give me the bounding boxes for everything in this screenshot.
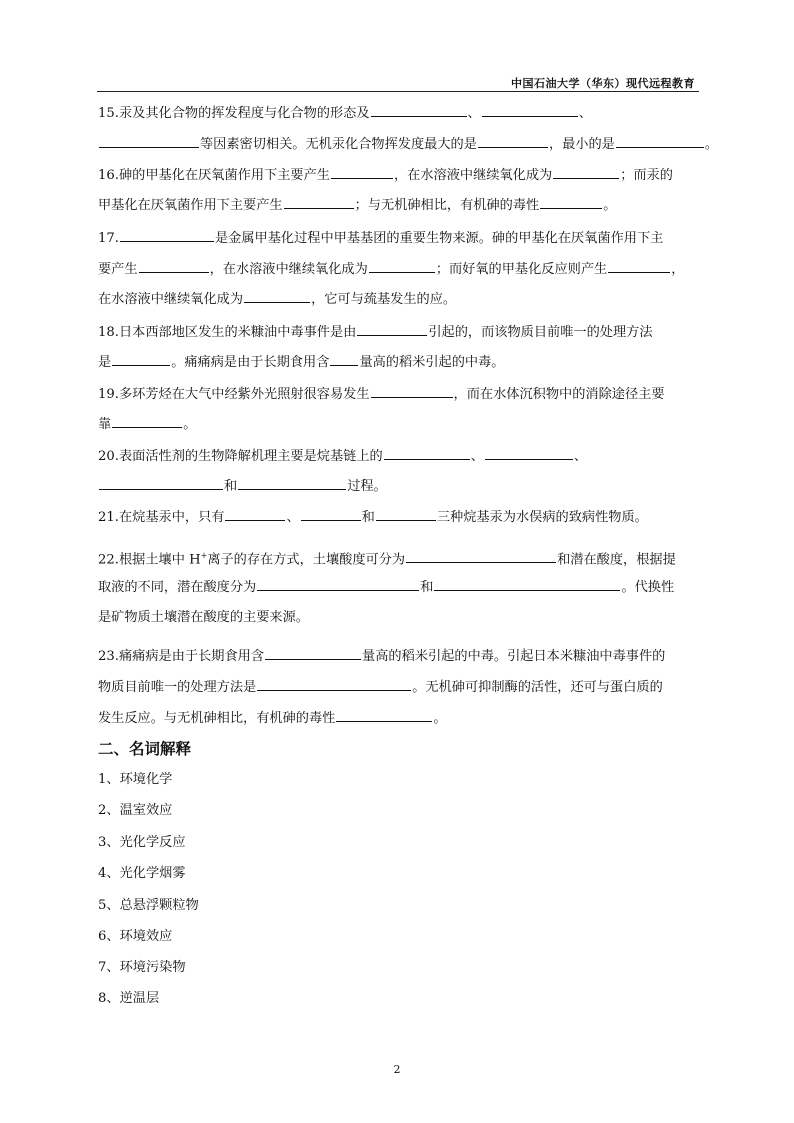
question-16-line-2 — [98, 195, 616, 216]
blank[interactable] — [330, 352, 358, 366]
blank[interactable] — [540, 195, 602, 209]
text: 和 — [361, 510, 375, 525]
blank[interactable] — [369, 259, 435, 273]
blank[interactable] — [301, 507, 361, 521]
text: ，在水溶液中继续氧化成为 — [393, 168, 553, 183]
term-item: 7、环境污染物 — [98, 960, 186, 975]
text: 。 — [603, 198, 617, 213]
text: 和潜在酸度，根据提 — [557, 552, 676, 568]
blank[interactable] — [244, 289, 310, 303]
term-item: 4、光化学烟雾 — [98, 866, 186, 881]
blank[interactable] — [608, 259, 670, 273]
text: 、 — [467, 106, 481, 121]
text: ；与无机砷相比，有机砷的毒性 — [354, 198, 540, 213]
text: 。代换性 — [621, 580, 675, 595]
blank[interactable] — [406, 549, 556, 563]
text: 靠 — [98, 417, 112, 432]
text: 。 — [433, 711, 447, 726]
blank[interactable] — [376, 507, 436, 521]
page-header — [97, 75, 699, 92]
term-item: 5、总悬浮颗粒物 — [98, 898, 199, 913]
text: ，它可与巯基发生的应。 — [311, 292, 457, 307]
text: 是矿物质土壤潜在酸度的主要来源。 — [98, 610, 309, 625]
question-21 — [98, 507, 648, 528]
text: 是 — [98, 355, 112, 370]
blank[interactable] — [478, 134, 548, 148]
text: 。痛痛病是由于长期食用含 — [171, 355, 330, 370]
superscript: + — [200, 551, 208, 560]
blank[interactable] — [99, 476, 223, 490]
text: 量高的稻米引起的中毒。 — [359, 355, 505, 370]
section-title: 二、名词解释 — [98, 740, 192, 758]
text: 17. — [98, 231, 119, 246]
text: 甲基化在厌氧菌作用下主要产生 — [98, 198, 283, 213]
question-17-line-3 — [98, 289, 456, 310]
term-item: 2、温室效应 — [98, 803, 173, 818]
blank[interactable] — [99, 134, 199, 148]
text: 16.砷的甲基化在厌氧菌作用下主要产生 — [98, 168, 330, 183]
term-item: 3、光化学反应 — [98, 835, 186, 850]
blank[interactable] — [357, 322, 427, 336]
question-23-line-2 — [98, 677, 663, 698]
text: 物质目前唯一的处理方法是 — [98, 680, 257, 695]
blank[interactable] — [371, 103, 467, 117]
text: 23.痛痛病是由于长期食用含 — [98, 649, 265, 664]
text: 引起的，而该物质目前唯一的处理方法 — [428, 325, 653, 340]
blank[interactable] — [112, 352, 170, 366]
blank[interactable] — [485, 446, 573, 460]
text: 22.根据土壤中 H — [98, 552, 201, 568]
question-23-line-1 — [98, 646, 665, 667]
blank[interactable] — [225, 507, 285, 521]
text: 和 — [420, 580, 434, 595]
text: 18.日本西部地区发生的米糠油中毒事件是由 — [98, 325, 357, 340]
text: 发生反应。与无机砷相比，有机砷的毒性 — [98, 711, 336, 726]
question-17-line-2 — [98, 259, 684, 280]
question-17-line-1 — [98, 228, 663, 249]
question-22-line-2 — [98, 577, 674, 598]
blank[interactable] — [139, 259, 209, 273]
question-19-line-2 — [98, 414, 196, 435]
question-15-line-1 — [98, 103, 592, 124]
blank[interactable] — [384, 446, 470, 460]
blank[interactable] — [482, 103, 578, 117]
text: 取液的不同，潜在酸度分为 — [98, 580, 257, 595]
blank[interactable] — [284, 195, 354, 209]
question-19-line-1 — [98, 384, 665, 405]
question-20-line-2 — [98, 476, 387, 497]
text: 。无机砷可抑制酶的活性，还可与蛋白质的 — [412, 680, 663, 695]
term-item: 8、逆温层 — [98, 991, 160, 1006]
blank[interactable] — [331, 165, 393, 179]
question-23-line-3 — [98, 708, 447, 729]
text: ，而在水体沉积物中的消除途径主要 — [453, 387, 665, 402]
question-16-line-1 — [98, 165, 673, 186]
question-20-line-1 — [98, 446, 587, 467]
question-22-line-3 — [98, 608, 309, 628]
text: 、 — [573, 449, 588, 464]
blank[interactable] — [112, 414, 182, 428]
blank[interactable] — [257, 677, 411, 691]
text: 是金属甲基化过程中甲基基团的重要生物来源。砷的甲基化在厌氧菌作用下主 — [214, 231, 664, 246]
text: 、 — [286, 510, 300, 525]
blank[interactable] — [336, 708, 432, 722]
text: ，在水溶液中继续氧化成为 — [209, 262, 368, 277]
header-title: 中国石油大学（华东）现代远程教育 — [511, 77, 695, 90]
text: 过程。 — [347, 479, 387, 494]
text: 21.在烷基汞中，只有 — [98, 510, 225, 525]
question-15-line-2 — [98, 134, 718, 155]
blank[interactable] — [265, 646, 361, 660]
question-18-line-2 — [98, 352, 505, 373]
blank[interactable] — [257, 577, 419, 591]
text: 、 — [578, 106, 592, 121]
text: 要产生 — [98, 262, 138, 277]
blank[interactable] — [371, 384, 453, 398]
text: ；而好氧的甲基化反应则产生 — [435, 262, 608, 277]
question-22-line-1 — [98, 546, 676, 570]
blank[interactable] — [238, 476, 346, 490]
blank[interactable] — [553, 165, 619, 179]
text: 。 — [704, 137, 719, 152]
text: 和 — [224, 479, 238, 494]
text: ， — [671, 262, 685, 277]
text: 离子的存在方式，土壤酸度可分为 — [207, 552, 406, 568]
page-number: 2 — [393, 1063, 401, 1076]
text: 。 — [183, 417, 197, 432]
blank[interactable] — [120, 228, 214, 242]
text: ；而汞的 — [620, 168, 673, 183]
text: 、 — [470, 449, 484, 464]
text: 三种烷基汞为水俣病的致病性物质。 — [436, 510, 648, 525]
blank[interactable] — [434, 577, 620, 591]
question-18-line-1 — [98, 322, 653, 343]
text: 15.汞及其化合物的挥发程度与化合物的形态及 — [98, 106, 370, 121]
text: 20.表面活性剂的生物降解机理主要是烷基链上的 — [98, 449, 383, 464]
text: 在水溶液中继续氧化成为 — [98, 292, 244, 307]
text: 等因素密切相关。无机汞化合物挥发度最大的是 — [200, 137, 477, 152]
text: ，最小的是 — [548, 137, 615, 152]
text: 19.多环芳烃在大气中经紫外光照射很容易发生 — [98, 387, 370, 402]
term-item: 6、环境效应 — [98, 929, 173, 944]
term-item: 1、环境化学 — [98, 772, 173, 787]
text: 量高的稻米引起的中毒。引起日本米糠油中毒事件的 — [362, 649, 666, 664]
blank[interactable] — [616, 134, 704, 148]
